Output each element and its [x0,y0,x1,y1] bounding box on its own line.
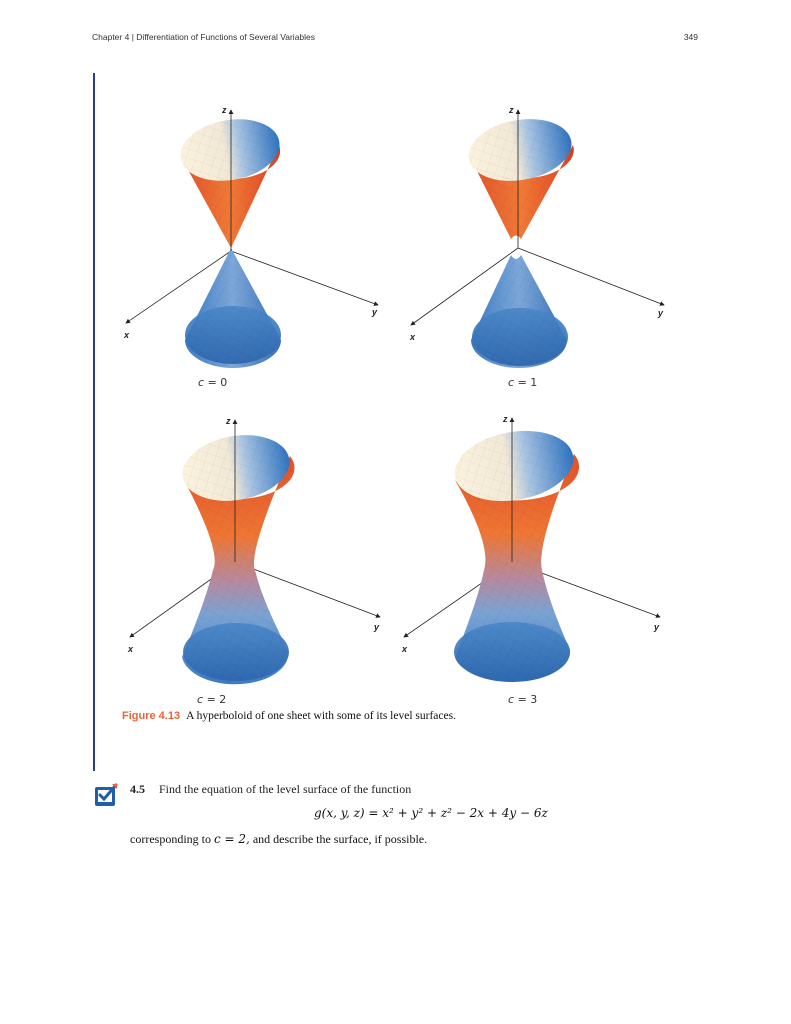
c-value: = 0 [207,376,228,389]
c-variable: c [198,376,205,389]
y-axis-label: y [654,622,660,632]
checkpoint-checkbox-icon [94,783,118,807]
lower-mesh [185,248,281,368]
c-value: = 2 [206,693,227,706]
c-value: = 1 [517,376,538,389]
equation-rhs: x² + y² + z² − 2x + 4y − 6z [382,806,548,820]
c-variable: c [508,693,515,706]
figure-caption [122,710,456,722]
level-label-c2 [197,693,226,706]
followup-before: corresponding to [130,832,211,846]
checkpoint-number: 4.5 [130,782,145,796]
z-axis-label: z [222,105,227,115]
y-axis-label: y [372,307,378,317]
x-axis-label: x [402,644,408,654]
z-axis-label: z [509,105,514,115]
level-label-c1 [508,376,537,389]
followup-after: and describe the surface, if possible. [252,832,428,846]
running-head: Chapter 4 | Differentiation of Functions of Several Variables [92,32,316,42]
panel-c1 [409,105,664,368]
c-variable: c [197,693,204,706]
y-axis-label: y [658,308,664,318]
function-equation [314,806,548,820]
z-axis-label: z [503,414,508,424]
checkpoint-prompt: Find the equation of the level surface of the function [159,782,412,796]
panel-c2 [127,416,380,684]
y-axis-label: y [374,622,380,632]
followup-math: c = 2, [213,832,250,846]
c-value: = 3 [517,693,538,706]
x-axis-label: x [128,644,134,654]
panel-c0 [123,105,378,368]
level-label-c0 [198,376,227,389]
x-axis-label: x [410,332,416,342]
c-variable: c [508,376,515,389]
z-axis-label: z [226,416,231,426]
x-axis-label: x [124,330,130,340]
checkpoint-followup [130,832,427,847]
equation-lhs: g(x, y, z) = [314,806,379,820]
figure-label: Figure 4.13 [122,710,181,722]
page-number: 349 [683,32,698,42]
level-label-c3 [508,693,537,706]
panel-c3 [401,414,660,682]
caption-text: A hyperboloid of one sheet with some of its level surfaces. [186,710,456,722]
